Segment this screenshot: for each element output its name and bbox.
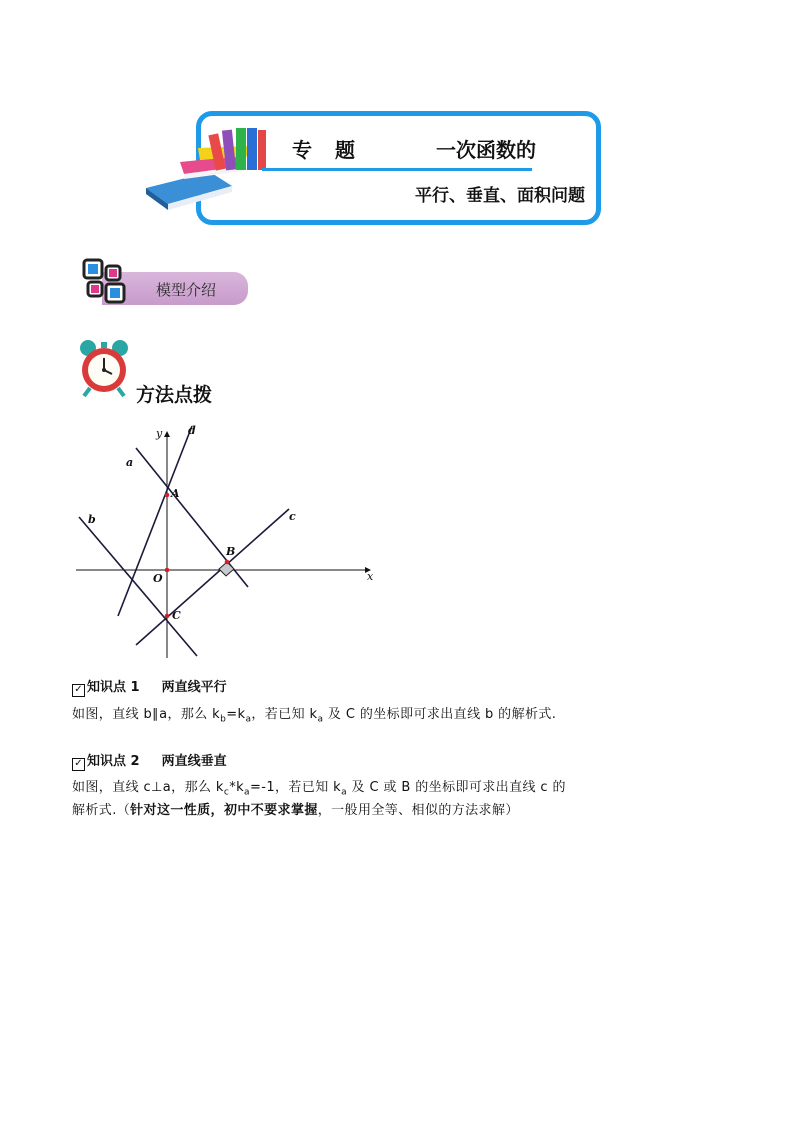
kp1-heading — [72, 676, 227, 697]
kp2-text-part: =-1，若已知 k — [249, 780, 342, 795]
kp1-text-part: ，若已知 k — [251, 707, 318, 722]
coordinate-diagram — [70, 420, 390, 665]
label-O: O — [153, 572, 163, 585]
line-b — [79, 517, 197, 656]
kp2-heading — [72, 750, 227, 771]
method-title: 方法点拨 — [136, 384, 213, 406]
kp2-sub: a — [244, 787, 250, 798]
banner-title-line1: 一次函数的 — [436, 138, 536, 162]
alarm-clock-icon — [76, 338, 132, 398]
line-d — [118, 426, 192, 616]
kp2-text-line2 — [72, 799, 519, 818]
kp2-text-part: ，一般用全等、相似的方法求解） — [317, 803, 519, 818]
label-y: y — [156, 427, 163, 440]
label-b: b — [88, 513, 96, 526]
point-A — [165, 493, 170, 498]
point-O — [165, 568, 170, 573]
point-C — [165, 614, 170, 619]
kp1-text-part: 如图，直线 b∥a，那么 k — [72, 707, 221, 722]
kp2-text-line1 — [72, 776, 566, 798]
checkbox-icon: ✓ — [72, 758, 85, 771]
kp2-text-part: *k — [229, 780, 245, 795]
kp2-bold-note: 针对这一性质，初中不要求掌握 — [130, 803, 318, 818]
checkbox-icon: ✓ — [72, 684, 85, 697]
label-A: A — [171, 487, 180, 500]
label-d: d — [188, 424, 196, 437]
label-C: C — [172, 609, 181, 622]
kp1-sub: b — [220, 714, 227, 725]
kp2-text-part: 解析式.（ — [72, 803, 131, 818]
grid-squares-icon — [78, 256, 132, 306]
kp1-sub: a — [317, 714, 324, 725]
kp2-text-part: 如图，直线 c⊥a，那么 k — [72, 780, 224, 795]
kp2-sub: a — [341, 787, 348, 798]
section-tab-label: 模型介绍 — [156, 281, 217, 299]
kp1-topic: 两直线平行 — [161, 680, 227, 695]
kp2-topic: 两直线垂直 — [161, 754, 227, 769]
label-x: x — [367, 570, 374, 583]
kp1-text — [72, 703, 556, 725]
label-c: c — [289, 510, 296, 523]
kp1-sub: a — [245, 714, 252, 725]
kp2-text-part: 及 C 或 B 的坐标即可求出直线 c 的 — [347, 780, 566, 795]
kp1-heading-label: 知识点 1 — [87, 680, 140, 695]
kp1-text-part: =k — [226, 707, 246, 722]
kp2-heading-label: 知识点 2 — [87, 754, 140, 769]
title-banner — [140, 108, 610, 232]
label-a: a — [126, 456, 134, 469]
point-B — [225, 560, 230, 565]
banner-divider — [262, 168, 532, 171]
label-B: B — [226, 545, 236, 558]
kp1-text-part: 及 C 的坐标即可求出直线 b 的解析式. — [323, 707, 557, 722]
banner-title-line2: 平行、垂直、面积问题 — [415, 186, 585, 206]
banner-label: 专 题 — [292, 138, 363, 162]
section-tab-model-intro — [78, 256, 248, 308]
books-icon — [140, 116, 270, 212]
kp2-sub: c — [223, 787, 230, 798]
